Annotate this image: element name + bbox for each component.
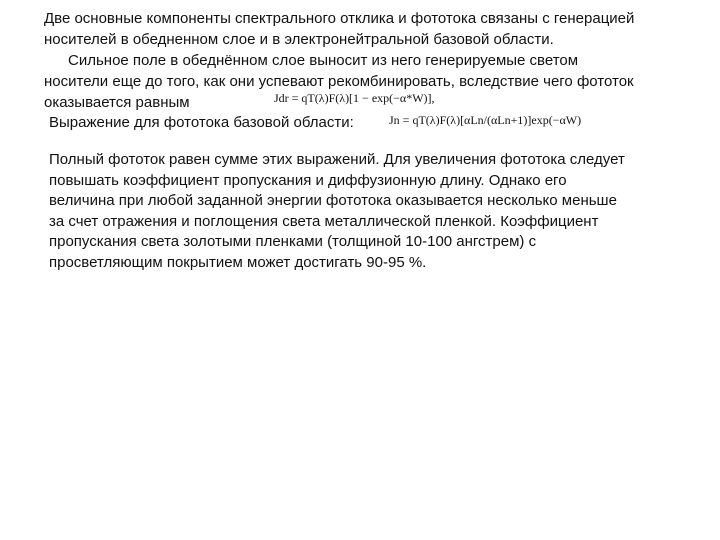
text-line: оказывается равным xyxy=(44,94,190,111)
total-photocurrent-paragraph xyxy=(49,150,689,273)
text-line: носителей в обедненном слое и в электронейтральной базовой области. xyxy=(44,31,554,48)
text-line: за счет отражения и поглощения света металлической пленкой. Коэффициент xyxy=(49,212,599,230)
text-line: Сильное поле в обеднённом слое выносит из него генерируемые светом xyxy=(68,52,579,69)
text-line: носители еще до того, как они успевают рекомбинировать, вследствие чего фототок xyxy=(44,73,634,90)
text-line: величина при любой заданной энергии фототока оказывается несколько меньше xyxy=(49,192,617,209)
text-line: повышать коэффициент пропускания и диффузионную длину. Однако его xyxy=(49,171,567,189)
text-line: пропускания света золотыми пленками (толщиной 10-100 ангстрем) с xyxy=(49,233,537,250)
base-photocurrent-formula: Jn = qT(λ)F(λ)[αLn/(αLn+1)]exp(−αW) xyxy=(389,113,582,127)
depletion-photocurrent-formula: Jdr = qT(λ)F(λ)[1 − exp(−α*W)], xyxy=(274,91,435,105)
base-region-label: Выражение для фототока базовой области: xyxy=(49,114,354,131)
text-line: Две основные компоненты спектрального отклика и фототока связаны с генерацией xyxy=(44,10,635,27)
text-line: Полный фототок равен сумме этих выражений. Для увеличения фототока следует xyxy=(49,151,625,168)
text-line: просветляющим покрытием может достигать 90-95 %. xyxy=(49,253,427,271)
